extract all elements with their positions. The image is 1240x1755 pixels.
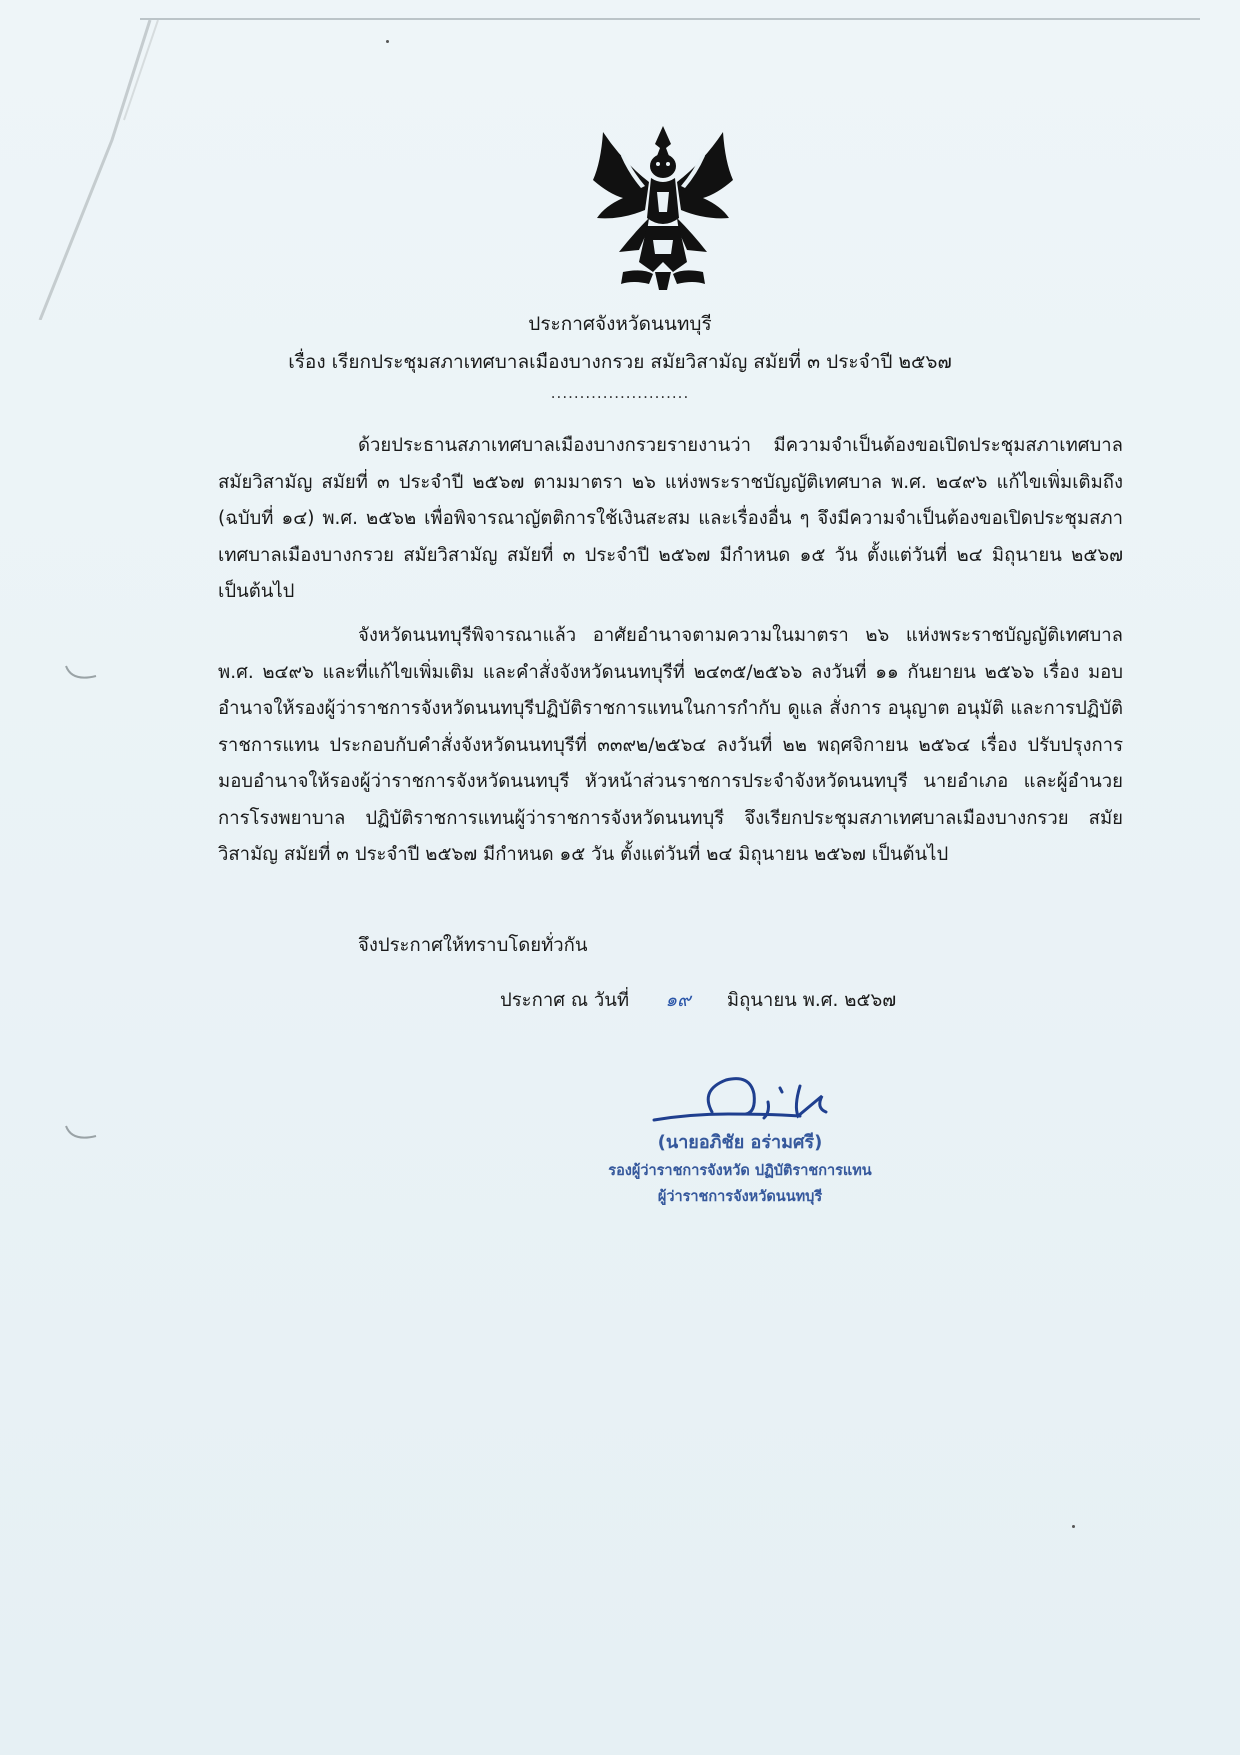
body-paragraph bbox=[218, 428, 1123, 611]
signer-position: รองผู้ว่าราชการจังหวัด ปฏิบัติราชการแทน bbox=[608, 1163, 872, 1179]
date-day-handwritten: ๑๙ bbox=[665, 990, 691, 1011]
punch-hole-mark bbox=[64, 1122, 98, 1144]
scan-fold-mark bbox=[0, 20, 160, 320]
signer-position: ผู้ว่าราชการจังหวัดนนทบุรี bbox=[657, 1189, 823, 1205]
closing-statement: จึงประกาศให้ทราบโดยทั่วกัน bbox=[358, 935, 588, 956]
date-prefix: ประกาศ ณ วันที่ bbox=[500, 990, 630, 1011]
announcement-date bbox=[500, 983, 896, 1019]
scan-speck bbox=[386, 40, 389, 43]
document-title: ประกาศจังหวัดนนทบุรี bbox=[528, 313, 712, 335]
paragraph-text: ด้วยประธานสภาเทศบาลเมืองบางกรวยรายงานว่า มีความจำเป็นต้องขอเปิดประชุมสภาเทศบาล สมัยวิสามัญ สมัยที่ ๓ ประจำปี ๒๕๖๗ ตามมาตรา ๒๖ แห่งพระราชบัญญัติเทศบาล พ.ศ. ๒๔๙๖ แก้ไขเพิ่มเติมถึง (ฉบับที่ ๑๔) พ.ศ. ๒๕๖๒ เพื่อพิจารณาญัตติการใช้เงินสะสม และเรื่องอื่น ๆ จึงมีความจำเป็นต้องขอเปิดประชุมสภาเทศบาลเมืองบางกรวย สมัยวิสามัญ สมัยที่ ๓ ประจำปี ๒๕๖๗ มีกำหนด ๑๕ วัน ตั้งแต่วันที่ ๒๔ มิถุนายน ๒๕๖๗ เป็นต้นไป bbox=[218, 435, 1123, 602]
punch-hole-mark bbox=[64, 662, 98, 684]
scan-edge bbox=[140, 18, 1200, 20]
document-subject: เรื่อง เรียกประชุมสภาเทศบาลเมืองบางกรวย สมัยวิสามัญ สมัยที่ ๓ ประจำปี ๒๕๖๗ bbox=[288, 351, 952, 373]
garuda-emblem-icon bbox=[583, 122, 743, 292]
title-separator: ........................ bbox=[550, 384, 690, 402]
paragraph-text: จังหวัดนนทบุรีพิจารณาแล้ว อาศัยอำนาจตามความในมาตรา ๒๖ แห่งพระราชบัญญัติเทศบาล พ.ศ. ๒๔๙๖ และที่แก้ไขเพิ่มเติม และคำสั่งจังหวัดนนทบุรีที่ ๒๔๓๕/๒๕๖๖ ลงวันที่ ๑๑ กันยายน ๒๕๖๖ เรื่อง มอบอำนาจให้รองผู้ว่าราชการจังหวัดนนทบุรีปฏิบัติราชการแทนในการกำกับ ดูแล สั่งการ อนุญาต อนุมัติ และการปฏิบัติราชการแทน ประกอบกับคำสั่งจังหวัดนนทบุรีที่ ๓๓๙๒/๒๕๖๔ ลงวันที่ ๒๒ พฤศจิกายน ๒๕๖๔ เรื่อง ปรับปรุงการมอบอำนาจให้รองผู้ว่าราชการจังหวัดนนทบุรี หัวหน้าส่วนราชการประจำจังหวัดนนทบุรี นายอำเภอ และผู้อำนวยการโรงพยาบาล ปฏิบัติราชการแทนผู้ว่าราชการจังหวัดนนทบุรี จึงเรียกประชุมสภาเทศบาลเมืองบางกรวย สมัยวิสามัญ สมัยที่ ๓ ประจำปี ๒๕๖๗ มีกำหนด ๑๕ วัน ตั้งแต่วันที่ ๒๔ มิถุนายน ๒๕๖๗ เป็นต้นไป bbox=[218, 625, 1123, 865]
date-suffix: มิถุนายน พ.ศ. ๒๕๖๗ bbox=[726, 990, 897, 1011]
body-paragraph bbox=[218, 618, 1123, 874]
signer-name: (นายอภิชัย อร่ามศรี) bbox=[657, 1132, 823, 1153]
scan-speck bbox=[1072, 1525, 1075, 1528]
signer-block bbox=[560, 1128, 920, 1210]
